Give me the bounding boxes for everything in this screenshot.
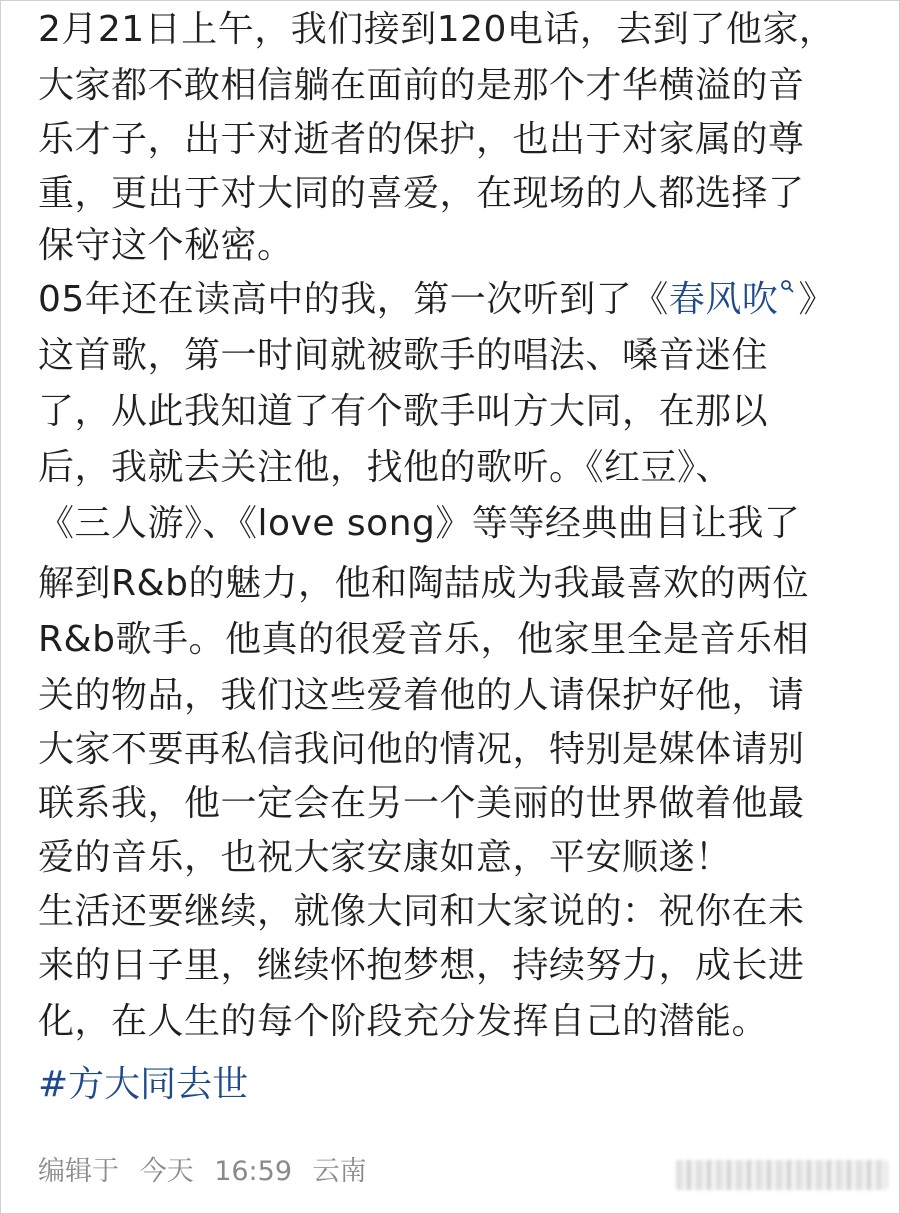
edited-day: 今天 bbox=[139, 1156, 194, 1187]
post-line: 联系我，他一定会在另一个美丽的世界做着他最 bbox=[38, 783, 805, 824]
hashtag-link[interactable]: #方大同去世 bbox=[38, 1064, 249, 1105]
search-icon[interactable] bbox=[780, 254, 794, 268]
post-line: 关的物品，我们这些爱着他的人请保护好他，请 bbox=[38, 675, 805, 716]
post-line: 了，从此我知道了有个歌手叫方大同，在那以 bbox=[38, 391, 769, 432]
post-line: 爱的音乐，也祝大家安康如意，平安顺遂！ bbox=[38, 837, 732, 878]
song-link[interactable]: 春风吹 bbox=[668, 279, 779, 320]
blurred-watermark bbox=[676, 1160, 888, 1190]
post-line-prefix: 05年还在读高中的我，第一次听到了《 bbox=[38, 279, 669, 320]
post-meta bbox=[38, 1150, 379, 1194]
post-line: R&b歌手。他真的很爱音乐，他家里全是音乐相 bbox=[38, 619, 809, 660]
post-line: 2月21日上午，我们接到120电话，去到了他家， bbox=[38, 9, 836, 50]
post-line: 保守这个秘密。 bbox=[38, 225, 294, 266]
post-line: 乐才子，出于对逝者的保护，也出于对家属的尊 bbox=[38, 119, 805, 160]
post-line-with-song bbox=[38, 272, 835, 328]
post-line: 这首歌，第一时间就被歌手的唱法、嗓音迷住 bbox=[38, 335, 769, 376]
post-line: 来的日子里，继续怀抱梦想，持续努力，成长进 bbox=[38, 945, 805, 986]
post-location: 云南 bbox=[312, 1156, 367, 1187]
post-line: 大家都不敢相信躺在面前的是那个才华横溢的音 bbox=[38, 65, 805, 106]
post-line: 大家不要再私信我问他的情况，特别是媒体请别 bbox=[38, 729, 805, 770]
post-line: 生活还要继续，就像大同和大家说的：祝你在未 bbox=[38, 891, 805, 932]
post-line: 化，在人生的每个阶段充分发挥自己的潜能。 bbox=[38, 1001, 769, 1042]
post-line-suffix: 》 bbox=[798, 279, 835, 320]
post-line: 解到R&b的魅力，他和陶喆成为我最喜欢的两位 bbox=[38, 563, 809, 604]
edited-time: 16:59 bbox=[214, 1156, 292, 1187]
post-line: 重，更出于对大同的喜爱，在现场的人都选择了 bbox=[38, 173, 805, 214]
edited-label: 编辑于 bbox=[38, 1156, 119, 1187]
post-line: 《三人游》、《love song》等等经典曲目让我了 bbox=[38, 503, 801, 544]
post-line: 后，我就去关注他，找他的歌听。《红豆》、 bbox=[38, 447, 733, 488]
